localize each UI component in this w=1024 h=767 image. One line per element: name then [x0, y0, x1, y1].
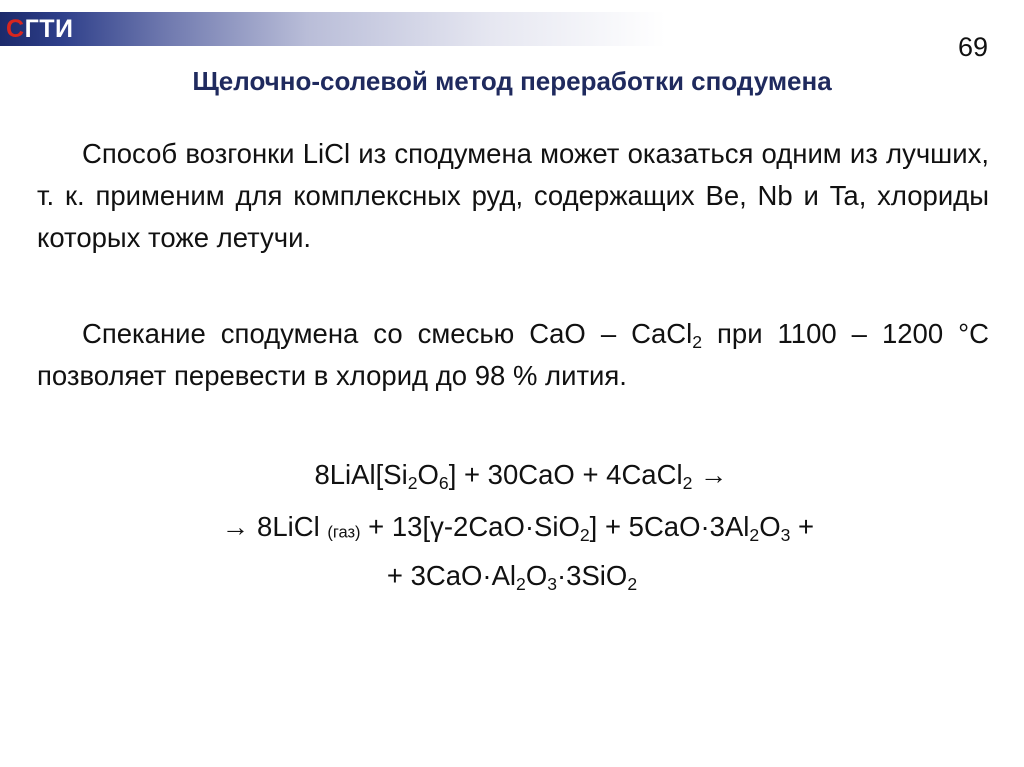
subscript: 2: [407, 472, 418, 493]
text-segment: 8LiAl[Si: [314, 459, 408, 490]
equation-line-3: [0, 556, 1024, 596]
equation-line-2: [0, 507, 1024, 553]
subscript: 6: [438, 472, 449, 493]
text-segment: →: [692, 459, 728, 490]
slide-title: Щелочно-солевой метод переработки сподумена: [192, 66, 832, 96]
text-segment: при 1100 – 1200 °C позволяет перевести в хлорид до 98 % лития.: [37, 318, 989, 391]
logo-rest: ГТИ: [24, 14, 74, 43]
text-segment: O: [759, 511, 781, 542]
text-segment: → 8LiCl: [221, 511, 328, 542]
state-label: (газ): [327, 523, 361, 542]
equation-line-1: [0, 455, 1024, 495]
subscript: 2: [627, 573, 638, 594]
subscript: 2: [516, 573, 526, 594]
subscript: 3: [547, 573, 558, 594]
logo-initial: С: [6, 14, 25, 43]
text-segment: ] + 30CaO + 4CaCl: [448, 459, 683, 490]
subscript: 3: [780, 524, 791, 545]
text-segment: + 13[γ-2CaO·SiO: [360, 511, 580, 542]
text-segment: O: [417, 459, 439, 490]
subscript: 2: [749, 524, 760, 545]
subscript: 2: [579, 524, 590, 545]
text-segment: + 3CaO·Al: [386, 560, 517, 591]
header-gradient-bar: [0, 12, 1024, 46]
text-segment: +: [790, 511, 815, 542]
subscript: 2: [692, 331, 703, 352]
text-segment: ·3SiO: [557, 560, 628, 591]
sgti-logo: [6, 12, 73, 46]
paragraph-sublimation: Способ возгонки LiCl из сподумена может оказаться одним из лучших, т. к. применим для комплексных руд, содержащих Be, Nb и Ta, хлориды которых тоже летучи.: [37, 138, 989, 253]
subscript: 2: [682, 472, 693, 493]
paragraph-sintering: [37, 313, 989, 397]
text-segment: Спекание сподумена со смесью CaO – CaCl: [82, 318, 693, 349]
text-segment: O: [525, 560, 548, 591]
text-segment: ] + 5CaO·3Al: [589, 511, 750, 542]
slide-number: 69: [957, 32, 988, 62]
